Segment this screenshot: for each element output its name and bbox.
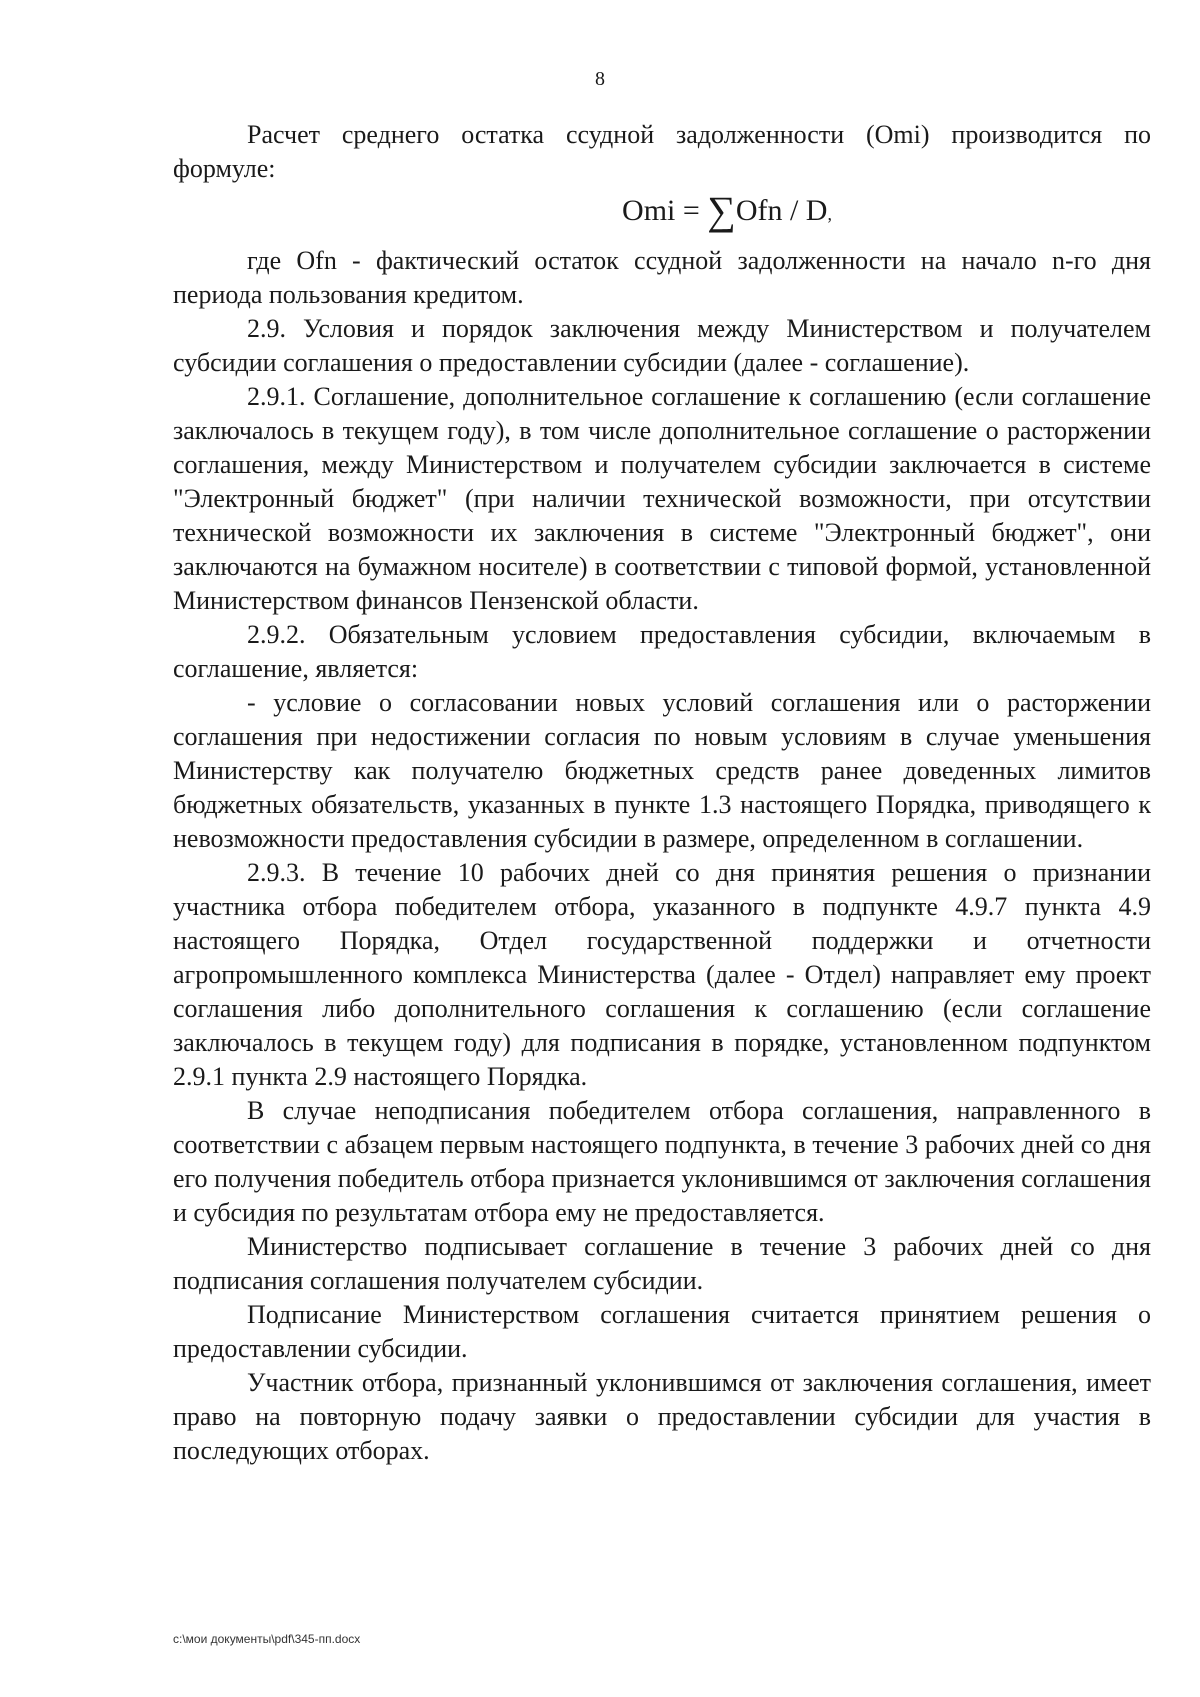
paragraph-ministry-signs: Министерство подписывает соглашение в течение 3 рабочих дней со дня подписания соглашения получателем субсидии. xyxy=(173,1232,1151,1295)
sigma-symbol: ∑ xyxy=(707,188,736,233)
paragraph-ofn-definition: где Ofn - фактический остаток ссудной задолженности на начало n-го дня периода пользования кредитом. xyxy=(173,246,1151,309)
document-body xyxy=(173,118,1151,1468)
paragraph-2-9: 2.9. Условия и порядок заключения между Министерством и получателем субсидии соглашения о предоставлении субсидии (далее - соглашение). xyxy=(173,314,1151,377)
paragraph-non-signing: В случае неподписания победителем отбора соглашения, направленного в соответствии с абзацем первым настоящего подпункта, в течение 3 рабочих дней со дня его получения победитель отбора признается уклонившимся от заключения соглашения и субсидия по результатам отбора ему не предоставляется. xyxy=(173,1096,1151,1227)
formula xyxy=(173,186,1151,236)
page-number: 8 xyxy=(595,68,605,90)
formula-lhs: Omi = xyxy=(622,194,700,227)
paragraph-participant-right: Участник отбора, признанный уклонившимся от заключения соглашения, имеет право на повторную подачу заявки о предоставлении субсидии для участия в последующих отборах. xyxy=(173,1368,1151,1465)
paragraph-2-9-1: 2.9.1. Соглашение, дополнительное соглашение к соглашению (если соглашение заключалось в текущем году), в том числе дополнительное соглашение о расторжении соглашения, между Министерством и получателем субсидии заключается в системе "Электронный бюджет" (при наличии технической возможности, при отсутствии технической возможности их заключения в системе "Электронный бюджет", они заключаются на бумажном носителе) в соответствии с типовой формой, установленной Министерством финансов Пензенской области. xyxy=(173,382,1151,615)
paragraph-2-9-2: 2.9.2. Обязательным условием предоставления субсидии, включаемым в соглашение, является: xyxy=(173,620,1151,683)
paragraph-formula-intro: Расчет среднего остатка ссудной задолженности (Omi) производится по формуле: xyxy=(173,120,1151,183)
paragraph-2-9-3: 2.9.3. В течение 10 рабочих дней со дня принятия решения о признании участника отбора победителем отбора, указанного в подпункте 4.9.7 пункта 4.9 настоящего Порядка, Отдел государственной поддержки и отчетности агропромышленного комплекса Министерства (далее - Отдел) направляет ему проект соглашения либо дополнительного соглашения к соглашению (если соглашение заключалось в текущем году) для подписания в порядке, установленном подпунктом 2.9.1 пункта 2.9 настоящего Порядка. xyxy=(173,858,1151,1091)
paragraph-signing-decision: Подписание Министерством соглашения считается принятием решения о предоставлении субсидии. xyxy=(173,1300,1151,1363)
footer-file-path: c:\мои документы\pdf\345-пп.docx xyxy=(173,1632,361,1646)
paragraph-condition: - условие о согласовании новых условий соглашения или о расторжении соглашения при недостижении согласия по новым условиям в случае уменьшения Министерству как получателю бюджетных средств ранее доведенных лимитов бюджетных обязательств, указанных в пункте 1.3 настоящего Порядка, приводящего к невозможности предоставления субсидии в размере, определенном в соглашении. xyxy=(173,688,1151,853)
formula-rhs: Ofn / D xyxy=(735,194,828,227)
formula-tail: , xyxy=(827,204,832,224)
